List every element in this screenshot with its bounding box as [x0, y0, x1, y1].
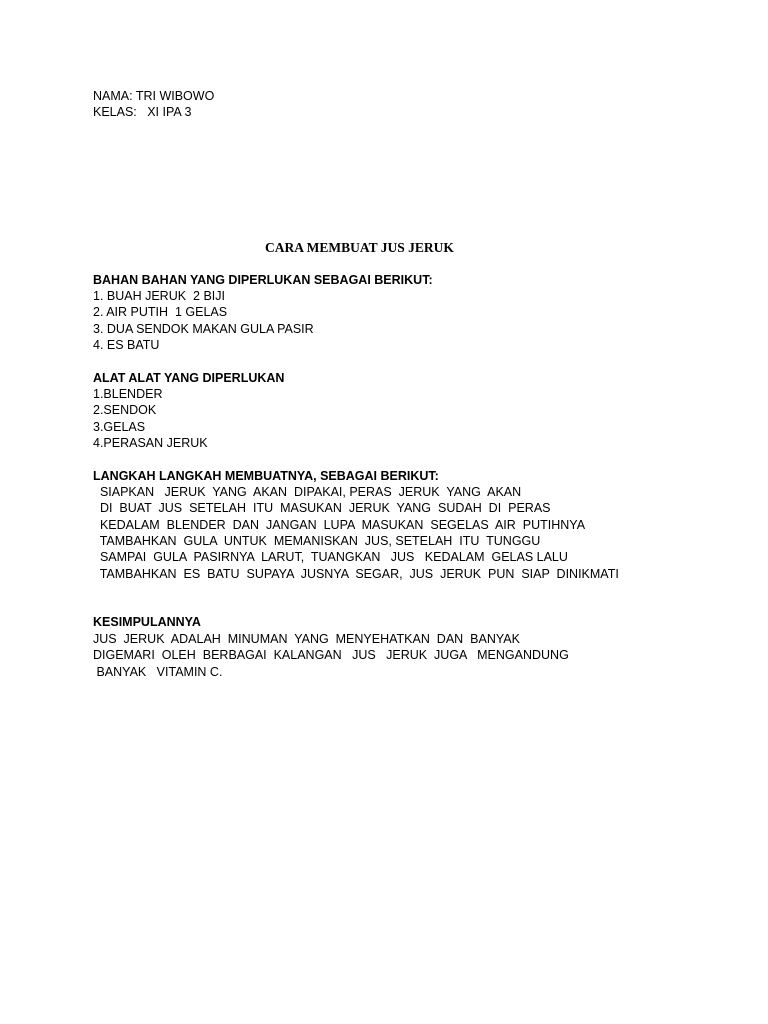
- bahan-item: 2. AIR PUTIH 1 GELAS: [93, 305, 228, 319]
- document-title: CARA MEMBUAT JUS JERUK: [265, 240, 454, 255]
- student-class: KELAS: XI IPA 3: [93, 105, 192, 119]
- alat-heading: ALAT ALAT YANG DIPERLUKAN: [93, 371, 285, 385]
- kesimpulan-line: JUS JERUK ADALAH MINUMAN YANG MENYEHATKAN DAN BANYAK: [93, 632, 520, 646]
- langkah-line: SIAPKAN JERUK YANG AKAN DIPAKAI, PERAS JERUK YANG AKAN: [93, 485, 522, 499]
- langkah-line: DI BUAT JUS SETELAH ITU MASUKAN JERUK YANG SUDAH DI PERAS: [93, 501, 551, 515]
- bahan-item: 1. BUAH JERUK 2 BIJI: [93, 289, 225, 303]
- student-name: NAMA: TRI WIBOWO: [93, 89, 215, 103]
- alat-item: 2.SENDOK: [93, 403, 157, 417]
- langkah-line: TAMBAHKAN GULA UNTUK MEMANISKAN JUS, SETELAH ITU TUNGGU: [93, 534, 541, 548]
- bahan-item: 3. DUA SENDOK MAKAN GULA PASIR: [93, 322, 314, 336]
- langkah-line: TAMBAHKAN ES BATU SUPAYA JUSNYA SEGAR, JUS JERUK PUN SIAP DINIKMATI: [93, 567, 619, 581]
- alat-item: 1.BLENDER: [93, 387, 163, 401]
- alat-item: 3.GELAS: [93, 420, 146, 434]
- kesimpulan-heading: KESIMPULANNYA: [93, 615, 201, 629]
- langkah-line: SAMPAI GULA PASIRNYA LARUT, TUANGKAN JUS KEDALAM GELAS LALU: [93, 550, 568, 564]
- alat-item: 4.PERASAN JERUK: [93, 436, 208, 450]
- kesimpulan-line: DIGEMARI OLEH BERBAGAI KALANGAN JUS JERUK JUGA MENGANDUNG: [93, 648, 569, 662]
- langkah-line: KEDALAM BLENDER DAN JANGAN LUPA MASUKAN SEGELAS AIR PUTIHNYA: [93, 518, 586, 532]
- langkah-heading: LANGKAH LANGKAH MEMBUATNYA, SEBAGAI BERIKUT:: [93, 469, 439, 483]
- kesimpulan-line: BANYAK VITAMIN C.: [93, 665, 223, 679]
- bahan-heading: BAHAN BAHAN YANG DIPERLUKAN SEBAGAI BERIKUT:: [93, 273, 433, 287]
- bahan-item: 4. ES BATU: [93, 338, 160, 352]
